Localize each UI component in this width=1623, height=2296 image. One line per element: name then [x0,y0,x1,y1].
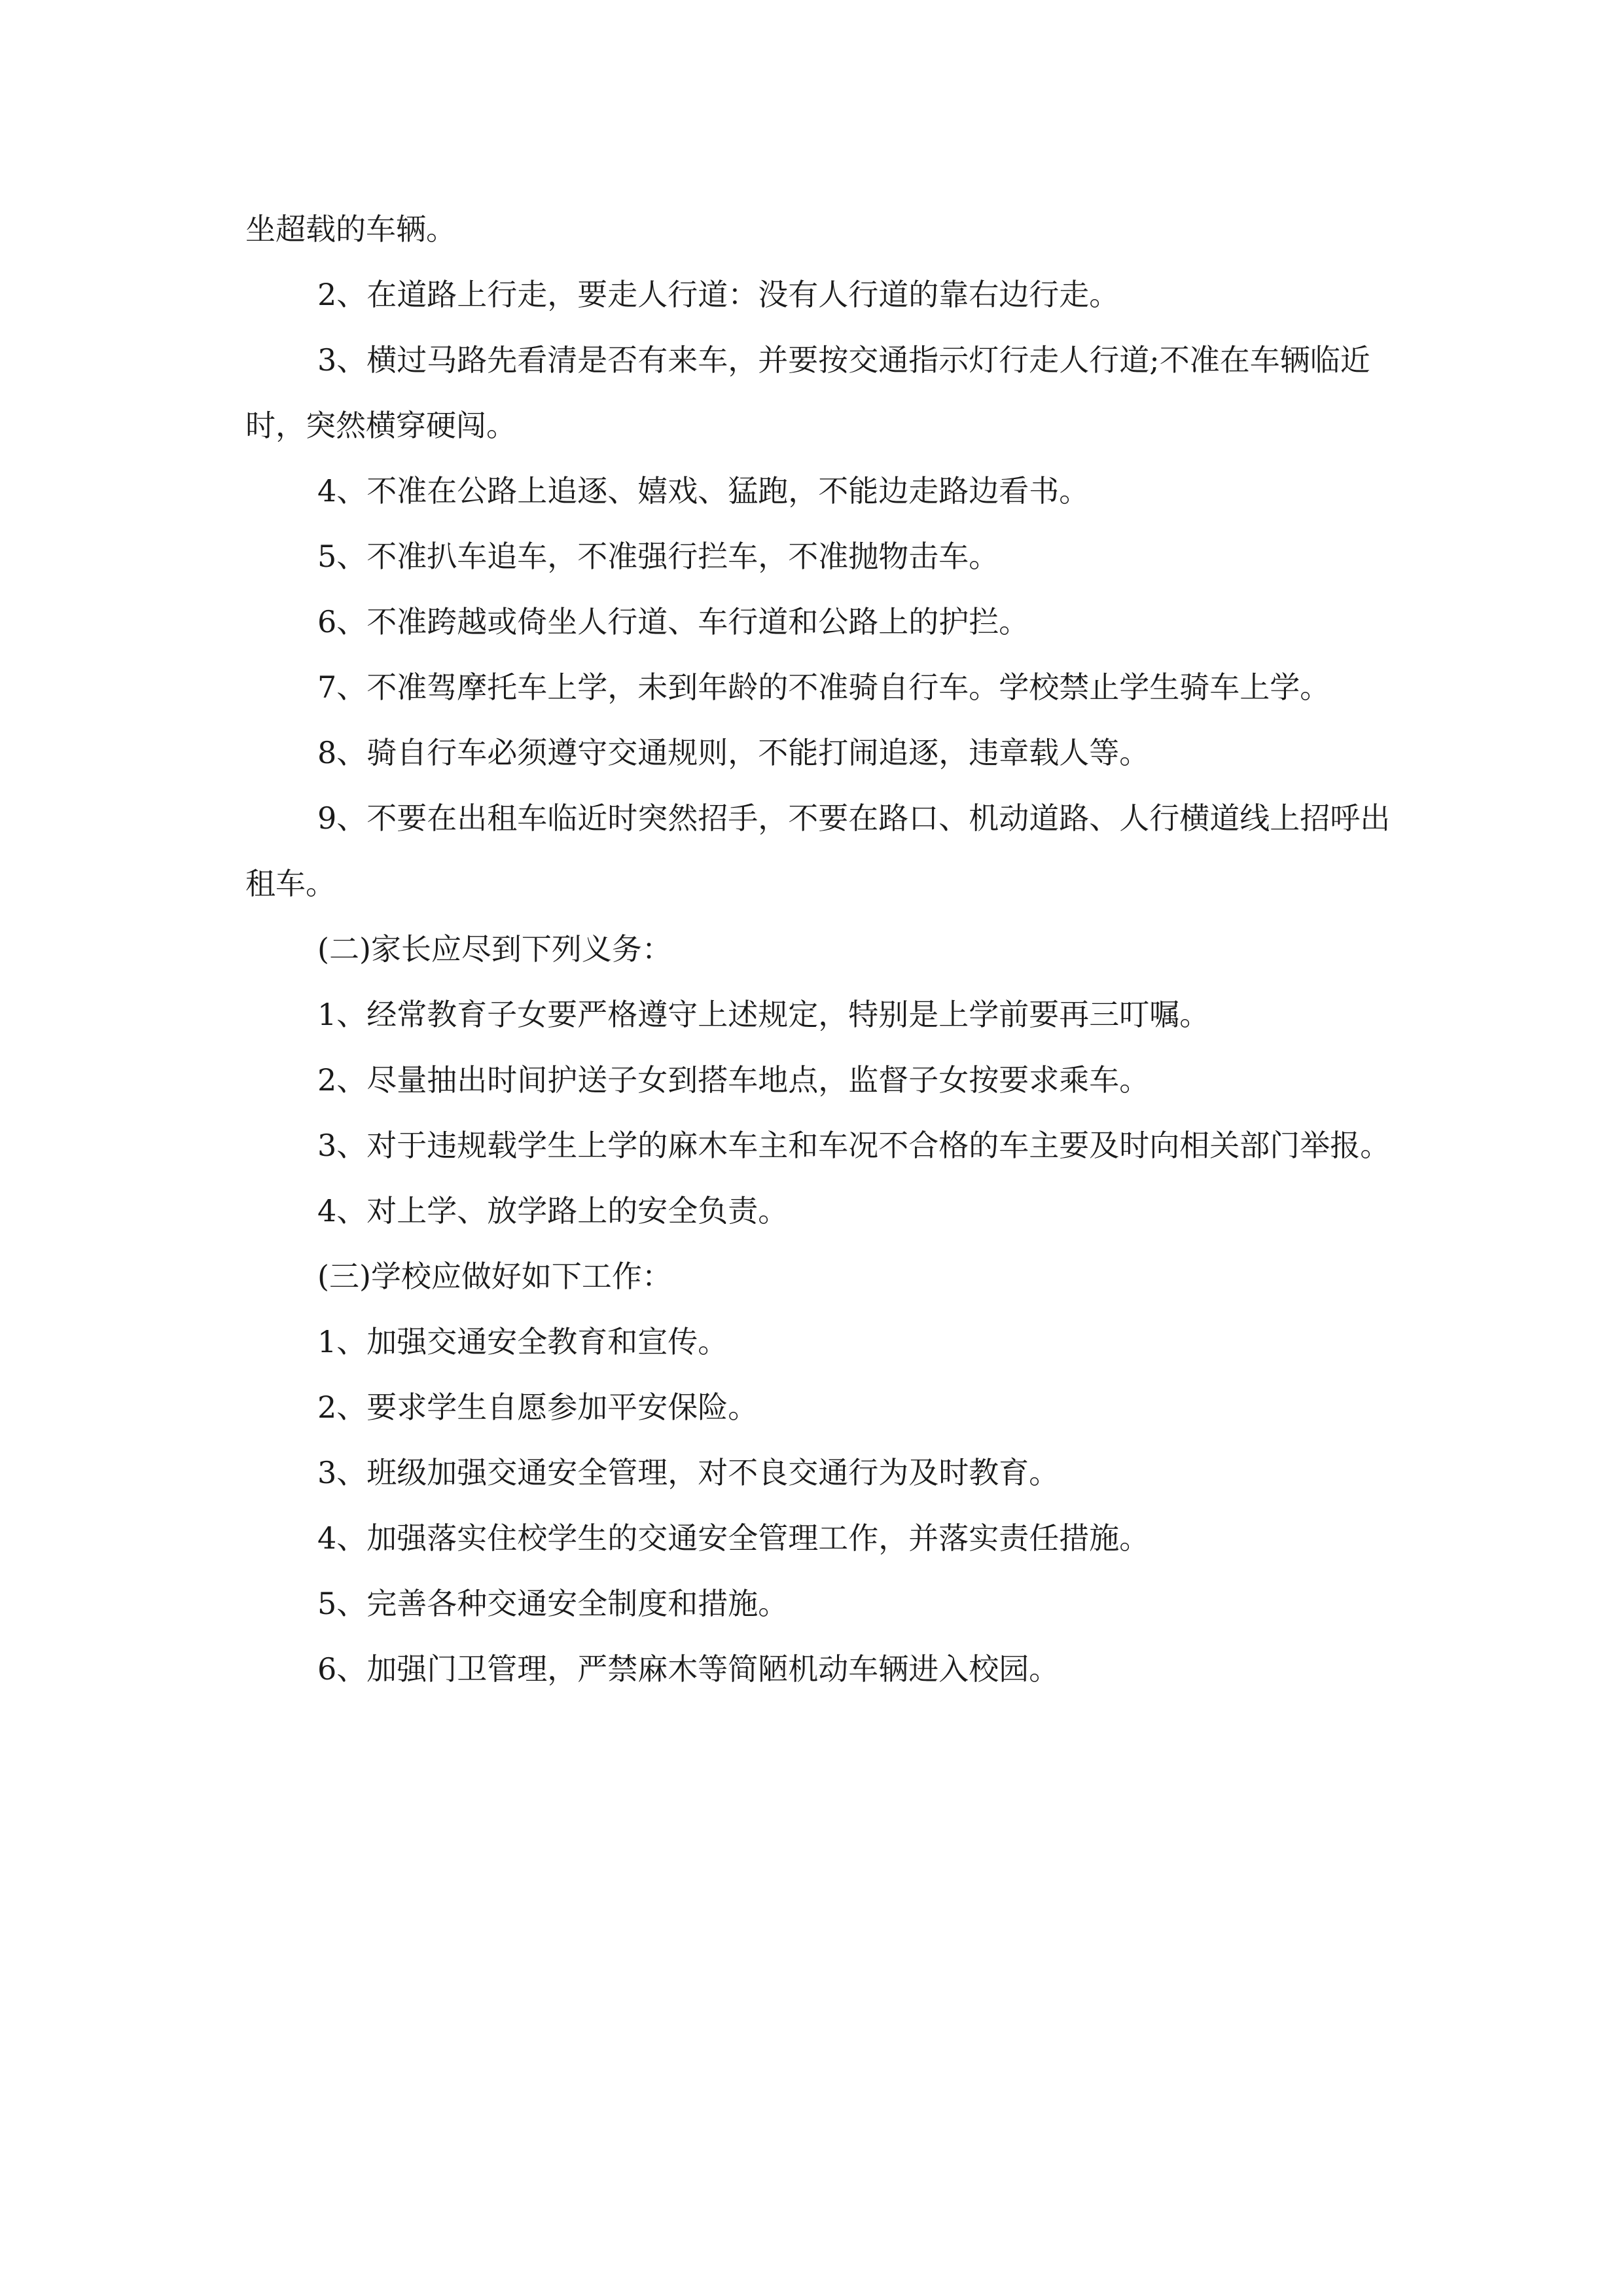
school-task-4: 4、加强落实住校学生的交通安全管理工作，并落实责任措施。 [317,1520,1150,1556]
paragraph-continuation: 坐超载的车辆。 [245,211,456,247]
parent-duty-2: 2、尽量抽出时间护送子女到搭车地点，监督子女按要求乘车。 [317,1062,1150,1098]
rule-item-6: 6、不准跨越或倚坐人行道、车行道和公路上的护拦。 [317,604,1029,639]
rule-item-3: 3、横过马路先看清是否有来车，并要按交通指示灯行走人行道;不准在车辆临近时，突然横穿硬闯。 [245,342,1370,443]
parent-duty-4: 4、对上学、放学路上的安全负责。 [317,1193,789,1229]
school-task-1: 1、加强交通安全教育和宣传。 [317,1324,728,1359]
school-task-6: 6、加强门卫管理，严禁麻木等简陋机动车辆进入校园。 [317,1651,1060,1687]
document-body [245,196,1397,1702]
parent-duty-3: 3、对于违规载学生上学的麻木车主和车况不合格的车主要及时向相关部门举报。 [317,1128,1391,1163]
parent-duty-1: 1、经常教育子女要严格遵守上述规定，特别是上学前要再三叮嘱。 [317,997,1210,1032]
school-task-3: 3、班级加强交通安全管理，对不良交通行为及时教育。 [317,1455,1060,1490]
rule-item-9: 9、不要在出租车临近时突然招手，不要在路口、机动道路、人行横道线上招呼出租车。 [245,800,1391,901]
section-heading-parents: (二)家长应尽到下列义务： [317,931,672,967]
rule-item-2: 2、在道路上行走，要走人行道：没有人行道的靠右边行走。 [317,277,1120,312]
rule-item-5: 5、不准扒车追车，不准强行拦车，不准抛物击车。 [317,539,999,574]
school-task-5: 5、完善各种交通安全制度和措施。 [317,1586,789,1621]
rule-item-4: 4、不准在公路上追逐、嬉戏、猛跑，不能边走路边看书。 [317,473,1090,509]
school-task-2: 2、要求学生自愿参加平安保险。 [317,1390,758,1425]
rule-item-8: 8、骑自行车必须遵守交通规则，不能打闹追逐，违章载人等。 [317,735,1150,770]
rule-item-7: 7、不准驾摩托车上学，未到年龄的不准骑自行车。学校禁止学生骑车上学。 [317,670,1330,705]
section-heading-school: (三)学校应做好如下工作： [317,1259,672,1294]
